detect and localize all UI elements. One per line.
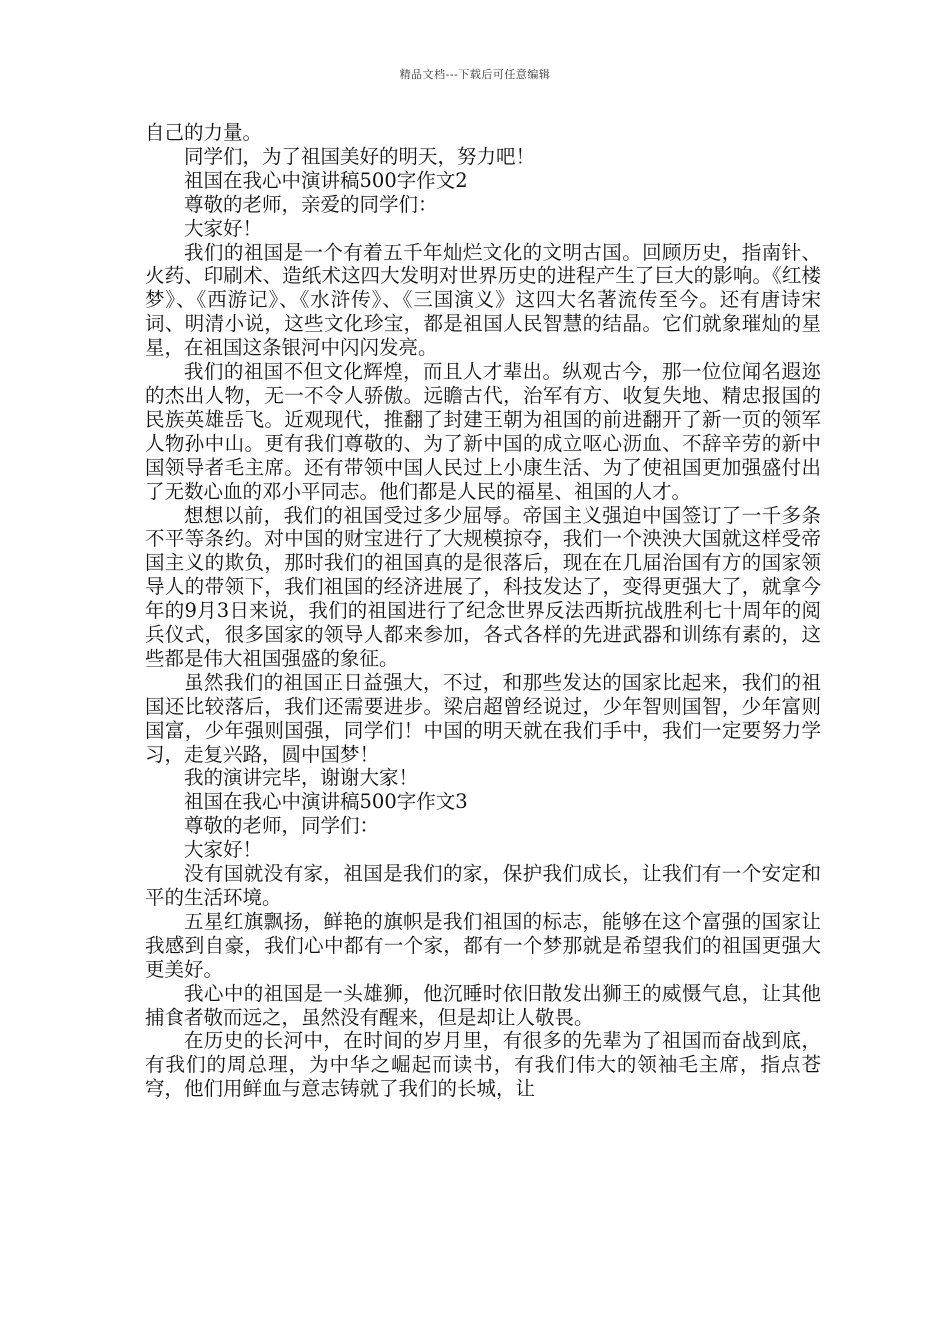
salutation: 尊敬的老师，亲爱的同学们： [184,192,438,216]
section-title: 祖国在我心中演讲稿500字作文3 [184,790,468,814]
paragraph: 没有国就没有家，祖国是我们的家，保护我们成长，让我们有一个安定和平的生活环境。 [145,862,821,909]
closing: 我的演讲完毕，谢谢大家！ [184,766,419,790]
document-body [145,121,821,1101]
section-title: 祖国在我心中演讲稿500字作文2 [184,168,468,192]
paragraph: 在历史的长河中，在时间的岁月里，有很多的先辈为了祖国而奋战到底，有我们的周总理，为中华之崛起而读书，有我们伟大的领袖毛主席，指点苍穹，他们用鲜血与意志铸就了我们的长城，让 [145,1029,821,1101]
paragraph: 想想以前，我们的祖国受过多少屈辱。帝国主义强迫中国签订了一千多条不平等条约。对中国的财宝进行了大规模掠夺，我们一个泱泱大国就这样受帝国主义的欺负，那时我们的祖国真的是很落后，现在在几届治国有方的国家领导人的带领下，我们祖国的经济进展了，科技发达了，变得更强大了，就拿今年的9月3日来说，我们的祖国进行了纪念世界反法西斯抗战胜利七十周年的阅兵仪式，很多国家的领导人都来参加，各式各样的先进武器和训练有素的，这些都是伟大祖国强盛的象征。 [145,503,821,670]
paragraph: 我们的祖国是一个有着五千年灿烂文化的文明古国。回顾历史，指南针、火药、印刷术、造纸术这四大发明对世界历史的进程产生了巨大的影响。《红楼梦》、《西游记》、《水浒传》、《三国演义》这四大名著流传至今。还有唐诗宋词、明清小说，这些文化珍宝，都是祖国人民智慧的结晶。它们就象璀灿的星星，在祖国这条银河中闪闪发亮。 [145,240,821,360]
paragraph: 同学们，为了祖国美好的明天，努力吧！ [184,144,536,168]
greeting: 大家好！ [184,838,263,862]
paragraph: 我们的祖国不但文化辉煌，而且人才辈出。纵观古今，那一位位闻名遐迩的杰出人物，无一不令人骄傲。远瞻古代，治军有方、收复失地、精忠报国的民族英雄岳飞。近观现代，推翻了封建王朝为祖国的前进翻开了新一页的领军人物孙中山。更有我们尊敬的、为了新中国的成立呕心沥血、不辞辛劳的新中国领导者毛主席。还有带领中国人民过上小康生活、为了使祖国更加强盛付出了无数心血的邓小平同志。他们都是人民的福星、祖国的人才。 [145,360,821,503]
paragraph: 虽然我们的祖国正日益强大，不过，和那些发达的国家比起来，我们的祖国还比较落后，我们还需要进步。梁启超曾经说过，少年智则国智，少年富则国富，少年强则国强，同学们！中国的明天就在我们手中，我们一定要努力学习，走复兴路，圆中国梦！ [145,670,821,766]
paragraph: 我心中的祖国是一头雄狮，他沉睡时依旧散发出狮王的威慑气息，让其他捕食者敬而远之，虽然没有醒来，但是却让人敬畏。 [145,981,821,1029]
salutation: 尊敬的老师，同学们： [184,814,380,838]
paragraph: 五星红旗飘扬，鲜艳的旗帜是我们祖国的标志，能够在这个富强的国家让我感到自豪，我们心中都有一个家，都有一个梦那就是希望我们的祖国更强大更美好。 [145,909,821,981]
greeting: 大家好！ [184,216,263,240]
paragraph: 自己的力量。 [145,121,263,144]
page-header: 精品文档---下载后可任意编辑 [399,68,551,81]
